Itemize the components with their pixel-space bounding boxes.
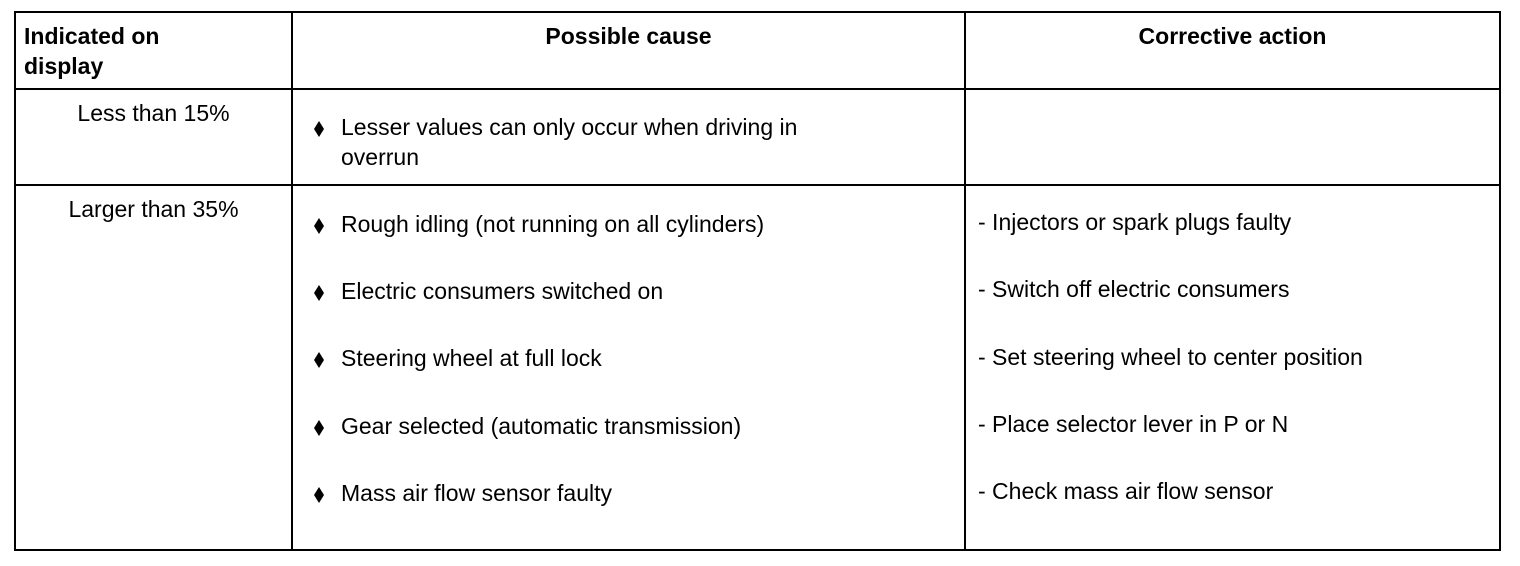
row-1-indicated: Less than 15%: [77, 100, 230, 126]
header-indicated-on-display: [24, 21, 159, 81]
row-2-action-2: - Switch off electric consumers: [978, 276, 1290, 302]
row-2-cause-5: Mass air flow sensor faulty: [341, 480, 612, 506]
diamond-bullet-icon: [314, 487, 324, 505]
row-1-cause-1: [341, 112, 797, 172]
row-1-cause-1-line-1: Lesser values can only occur when driving in: [341, 114, 798, 140]
header-divider: [16, 88, 1499, 90]
header-indicated-line-2: display: [24, 53, 104, 79]
row-2-action-4: - Place selector lever in P or N: [978, 411, 1289, 437]
row-2-indicated: Larger than 35%: [68, 196, 239, 222]
row-2-action-3: - Set steering wheel to center position: [978, 344, 1363, 370]
diamond-bullet-icon: [314, 285, 324, 303]
header-possible-cause: Possible cause: [545, 23, 712, 49]
row-2-action-1: - Injectors or spark plugs faulty: [978, 209, 1292, 235]
diamond-bullet-icon: [314, 352, 324, 370]
column-divider-2: [964, 13, 966, 549]
row-2-cause-4: Gear selected (automatic transmission): [341, 413, 742, 439]
diamond-bullet-icon: [314, 420, 324, 438]
row-1-cause-1-line-2: overrun: [341, 144, 419, 170]
row-2-cause-1: Rough idling (not running on all cylinders): [341, 211, 765, 237]
header-indicated-line-1: Indicated on: [24, 23, 160, 49]
row-divider: [16, 184, 1499, 186]
header-corrective-action: Corrective action: [1138, 23, 1327, 49]
diamond-bullet-icon: [314, 121, 324, 139]
diagnosis-table: [14, 11, 1501, 551]
row-2-cause-2: Electric consumers switched on: [341, 278, 664, 304]
row-2-cause-3: Steering wheel at full lock: [341, 345, 602, 371]
diamond-bullet-icon: [314, 218, 324, 236]
column-divider-1: [291, 13, 293, 549]
row-2-action-5: - Check mass air flow sensor: [978, 478, 1274, 504]
